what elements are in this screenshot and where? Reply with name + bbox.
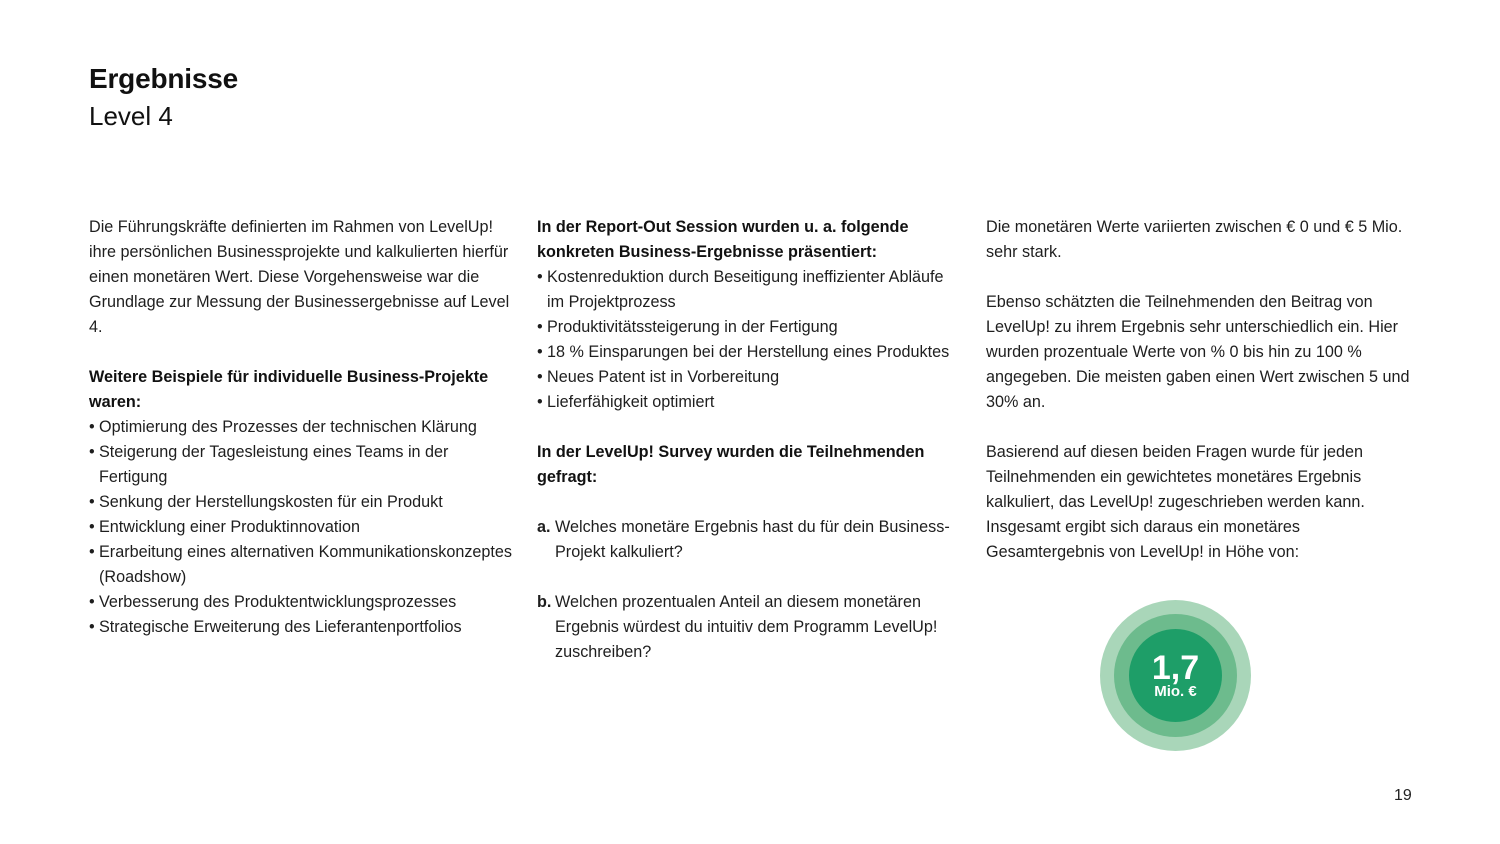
intro-paragraph: Die Führungskräfte definierten im Rahmen von LevelUp! ihre persönlichen Businessprojekte und kalkulierten hierfür einen monetären Wert. Diese Vorgehensweise war die Grundlage zur Messung der Businessergebnisse auf Level 4. <box>89 218 510 336</box>
survey-question-a <box>537 515 957 565</box>
question-letter: a. <box>537 518 551 536</box>
survey-question-b <box>537 590 957 665</box>
column-right <box>986 215 1416 565</box>
list-item: • Senkung der Herstellungskosten für ein Produkt <box>89 490 519 515</box>
list-item: • Optimierung des Prozesses der technischen Klärung <box>89 415 519 440</box>
badge-ring-inner <box>1129 629 1222 722</box>
list-item: • Entwicklung einer Produktinnovation <box>89 515 519 540</box>
column-middle <box>537 215 957 665</box>
page-title: Ergebnisse <box>89 63 238 94</box>
contribution-paragraph: Ebenso schätzten die Teilnehmenden den Beitrag von LevelUp! zu ihrem Ergebnis sehr unterschiedlich ein. Hier wurden prozentuale Werte von % 0 bis hin zu 100 % angegeben. Die meisten gaben einen Wert zwischen 5 und 30% an. <box>986 293 1410 411</box>
examples-heading: Weitere Beispiele für individuelle Business-Projekte waren: <box>89 368 489 411</box>
page-number: 19 <box>1394 787 1412 804</box>
list-item: • Produktivitätssteigerung in der Fertigung <box>537 315 957 340</box>
values-paragraph: Die monetären Werte variierten zwischen € 0 und € 5 Mio. sehr stark. <box>986 218 1403 261</box>
result-badge <box>1100 600 1251 751</box>
results-list <box>537 265 957 415</box>
question-text: Welches monetäre Ergebnis hast du für dein Business-Projekt kalkuliert? <box>555 518 950 561</box>
result-value: 1,7 <box>1151 648 1200 687</box>
list-item: • 18 % Einsparungen bei der Herstellung eines Produktes <box>537 340 957 365</box>
list-item: • Strategische Erweiterung des Lieferantenportfolios <box>89 615 519 640</box>
list-item: • Erarbeitung eines alternativen Kommunikationskonzeptes (Roadshow) <box>89 540 519 590</box>
page-subtitle: Level 4 <box>89 101 173 131</box>
question-letter: b. <box>537 593 552 611</box>
total-paragraph: Basierend auf diesen beiden Fragen wurde für jeden Teilnehmenden ein gewichtetes monetäres Ergebnis kalkuliert, das LevelUp! zugeschrieben werden kann. Insgesamt ergibt sich daraus ein monetäres Gesamtergebnis von LevelUp! in Höhe von: <box>986 443 1365 561</box>
column-left <box>89 215 519 640</box>
list-item: • Verbesserung des Produktentwicklungsprozesses <box>89 590 519 615</box>
survey-heading: In der LevelUp! Survey wurden die Teilnehmenden gefragt: <box>537 443 925 486</box>
question-text: Welchen prozentualen Anteil an diesem monetären Ergebnis würdest du intuitiv dem Programm LevelUp! zuschreiben? <box>555 593 938 661</box>
results-heading: In der Report-Out Session wurden u. a. folgende konkreten Business-Ergebnisse präsentiert: <box>537 218 909 261</box>
list-item: • Neues Patent ist in Vorbereitung <box>537 365 957 390</box>
examples-list <box>89 415 519 640</box>
list-item: • Steigerung der Tagesleistung eines Teams in der Fertigung <box>89 440 519 490</box>
result-unit: Mio. € <box>1154 682 1197 700</box>
list-item: • Kostenreduktion durch Beseitigung ineffizienter Abläufe im Projektprozess <box>537 265 957 315</box>
list-item: • Lieferfähigkeit optimiert <box>537 390 957 415</box>
